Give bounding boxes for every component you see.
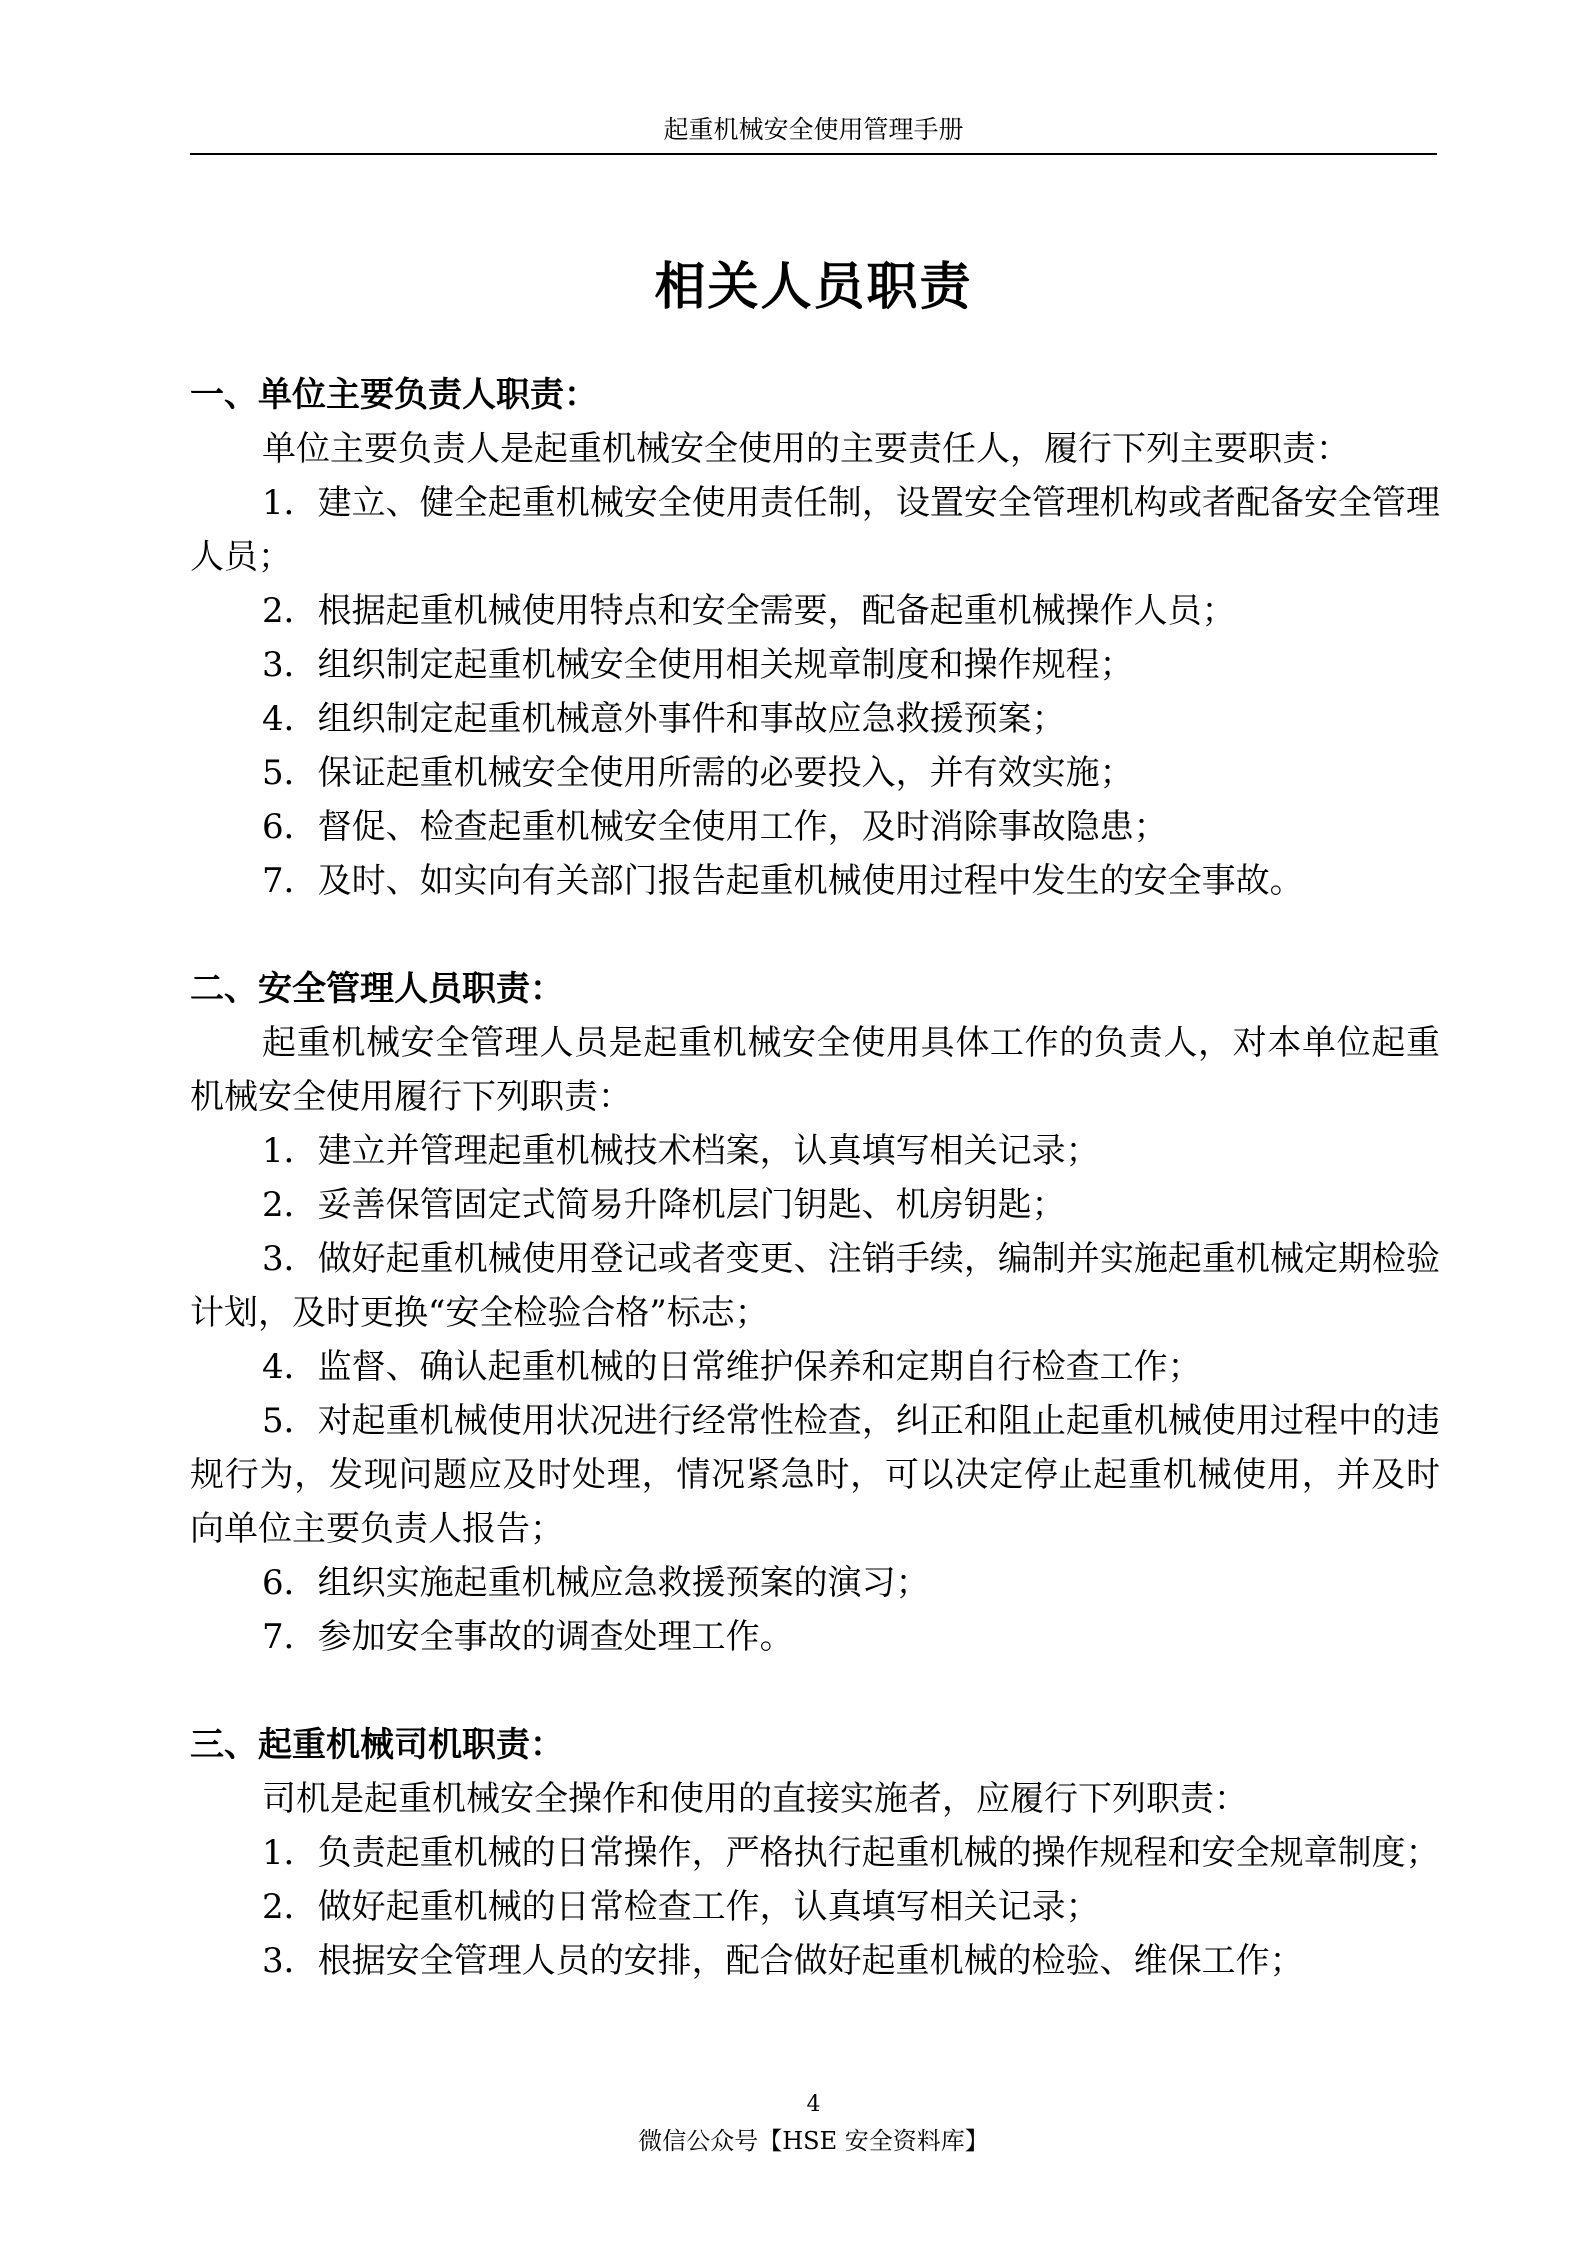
- list-item: 2．做好起重机械的日常检查工作，认真填写相关记录；: [262, 1887, 1100, 1927]
- section-heading: 三、起重机械司机职责：: [190, 1725, 564, 1765]
- list-item: 6．组织实施起重机械应急救援预案的演习；: [262, 1563, 930, 1603]
- list-item: 3．根据安全管理人员的安排，配合做好起重机械的检验、维保工作；: [262, 1941, 1304, 1981]
- section-heading: 二、安全管理人员职责：: [190, 969, 564, 1009]
- list-item: 2．根据起重机械使用特点和安全需要，配备起重机械操作人员；: [262, 591, 1236, 631]
- section-unit-leader: [190, 368, 1440, 908]
- list-item: 4．组织制定起重机械意外事件和事故应急救援预案；: [262, 699, 1066, 739]
- list-item: 3．组织制定起重机械安全使用相关规章制度和操作规程；: [262, 645, 1134, 685]
- section-intro: 单位主要负责人是起重机械安全使用的主要责任人，履行下列主要职责：: [262, 429, 1350, 469]
- list-item: 5．对起重机械使用状况进行经常性检查，纠正和阻止起重机械使用过程中的违规行为，发现问题应及时处理，情况紧急时，可以决定停止起重机械使用，并及时向单位主要负责人报告；: [190, 1401, 1440, 1549]
- section-intro: 起重机械安全管理人员是起重机械安全使用具体工作的负责人，对本单位起重机械安全使用履行下列职责：: [190, 1023, 1440, 1117]
- page-number: 4: [806, 2092, 821, 2117]
- footer-source: 微信公众号【HSE 安全资料库】: [638, 2127, 989, 2155]
- running-header: 起重机械安全使用管理手册: [190, 108, 1437, 155]
- section-safety-manager: [190, 962, 1440, 1664]
- section-crane-operator: [190, 1718, 1440, 1988]
- list-item: 2．妥善保管固定式简易升降机层门钥匙、机房钥匙；: [262, 1185, 1066, 1225]
- list-item: 5．保证起重机械安全使用所需的必要投入，并有效实施；: [262, 753, 1134, 793]
- section-intro: 司机是起重机械安全操作和使用的直接实施者，应履行下列职责：: [262, 1779, 1248, 1819]
- section-heading: 一、单位主要负责人职责：: [190, 375, 598, 415]
- list-item: 3．做好起重机械使用登记或者变更、注销手续，编制并实施起重机械定期检验计划，及时更换“安全检验合格”标志；: [190, 1239, 1440, 1333]
- list-item: 7．及时、如实向有关部门报告起重机械使用过程中发生的安全事故。: [262, 861, 1304, 901]
- document-body: [190, 368, 1440, 1988]
- list-item: 4．监督、确认起重机械的日常维护保养和定期自行检查工作；: [262, 1347, 1202, 1387]
- list-item: 1．建立并管理起重机械技术档案，认真填写相关记录；: [262, 1131, 1100, 1171]
- page-title: 相关人员职责: [654, 258, 973, 317]
- list-item: 6．督促、检查起重机械安全使用工作，及时消除事故隐患；: [262, 807, 1168, 847]
- list-item: 1．负责起重机械的日常操作，严格执行起重机械的操作规程和安全规章制度；: [262, 1833, 1440, 1873]
- list-item: 1．建立、健全起重机械安全使用责任制，设置安全管理机构或者配备安全管理人员；: [190, 483, 1440, 577]
- list-item: 7．参加安全事故的调查处理工作。: [262, 1617, 794, 1657]
